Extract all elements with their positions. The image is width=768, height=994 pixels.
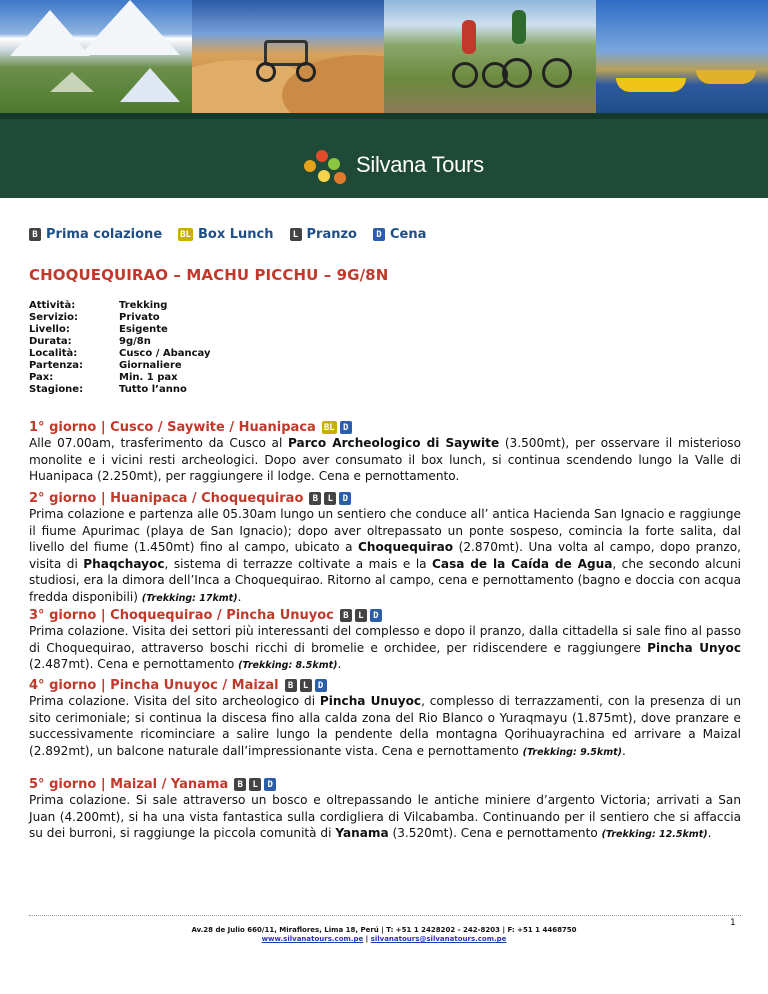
info-label: Stagione: xyxy=(29,384,84,395)
legend-box-lunch-label: Box Lunch xyxy=(197,227,274,242)
day-description xyxy=(29,623,741,675)
footer-address: Av.28 de Julio 660/11, Miraflores, Lima 18, Perú | T: +51 1 2428202 - 242-8203 | F: +51 1 4468750 xyxy=(191,926,577,934)
description-text: . xyxy=(622,743,626,758)
description-text: Prima colazione. Visita del sito archeologico di xyxy=(29,694,320,708)
wheel-icon xyxy=(256,62,276,82)
place-name: Pincha Unyoc xyxy=(647,640,741,655)
info-label: Attività: xyxy=(29,300,76,311)
photo-tent-camp xyxy=(0,0,192,113)
dinner-icon: D xyxy=(340,421,352,434)
legend-breakfast-label: Prima colazione xyxy=(46,227,163,242)
info-value: 9g/8n xyxy=(119,336,151,347)
breakfast-icon: B xyxy=(309,492,321,505)
info-value: Trekking xyxy=(119,300,168,311)
legend-dinner xyxy=(373,227,426,242)
dinner-icon: D xyxy=(370,609,382,622)
boat-icon xyxy=(616,78,686,92)
info-value: Min. 1 pax xyxy=(119,372,178,383)
description-text: (2.870mt). Una volta al campo, dopo pranzo, visita di xyxy=(29,540,742,571)
tent-icon xyxy=(120,68,180,102)
description-text: Alle 07.00am, trasferimento da Cusco al xyxy=(29,436,289,450)
day-section xyxy=(29,777,741,844)
info-row xyxy=(29,360,210,372)
place-name: Parco Archeologico di Saywite xyxy=(288,436,500,450)
legend-box-lunch xyxy=(178,227,273,242)
dinner-icon: D xyxy=(315,679,327,692)
breakfast-icon: B xyxy=(234,778,246,791)
dinner-icon: D xyxy=(373,228,385,241)
description-text: . xyxy=(237,589,242,604)
place-name: Choquequirao xyxy=(358,540,454,555)
breakfast-icon: B xyxy=(340,609,352,622)
box-lunch-icon: BL xyxy=(323,422,335,433)
description-text: , complesso di terrazzamenti, con la presenza di un sito cerimoniale; si continua la discesa fino alla calda zona del Rio Blanco o Yuraqmayu (1.875mt), dove pranzare e successivamente ricominciare a salire lungo la pendente della montagna Qorihuayrachina ed arrivare a Maizal (2.892mt), un balcone naturale dall’impressionante vista. Cena e pernottamento xyxy=(29,694,741,758)
day-heading xyxy=(29,491,741,506)
dinner-icon: D xyxy=(264,778,276,791)
legend-lunch-label: Pranzo xyxy=(306,227,357,242)
info-label: Servizio: xyxy=(29,312,78,323)
dinner-icon: D xyxy=(339,492,351,505)
description-text: (3.500mt), per osservare il misterioso monolite e i vicini resti archeologici. Dopo aver consumato il box lunch, si continua scendendo lungo la Valle di Huanipaca (2.250mt), per raggiungere il lodge. Cena e pernottamento. xyxy=(29,436,742,484)
website-link[interactable]: www.silvanatours.com.pe xyxy=(261,935,364,943)
description-text: . xyxy=(707,826,712,841)
email-link[interactable]: silvanatours@silvanatours.com.pe xyxy=(370,935,507,943)
breakfast-icon: B xyxy=(29,228,41,241)
lunch-icon: L xyxy=(290,228,302,241)
bike-wheel-icon xyxy=(542,58,572,88)
description-text: (3.520mt). Cena e pernottamento xyxy=(388,826,602,841)
footer-divider xyxy=(29,915,741,916)
description-text: . xyxy=(337,657,342,672)
description-text: Prima colazione. Si sale attraverso un bosco e oltrepassando le antiche miniere d’argento Victoria; arrivati a San Juan (4.200mt), si ha una vista fantastica sulla cordigliera di Vilcabamba. Continuando per il sentiero che si affaccia su dei burroni, si raggiunge la piccola comunità di xyxy=(29,793,741,841)
logo-mark-icon xyxy=(300,140,352,190)
day-section xyxy=(29,678,741,761)
day-section xyxy=(29,608,741,675)
info-value: Giornaliere xyxy=(119,360,182,371)
place-name: Yanama xyxy=(335,826,389,841)
place-name: Phaqchayoc xyxy=(83,556,165,571)
description-text: , che secondo alcuni studiosi, era la dimora dell’Inca a Choquequirao. Ritorno al campo, cena e pernottamento (bagno e doccia con acqua fredda disponibili) xyxy=(29,556,741,604)
day-description xyxy=(29,506,741,608)
cyclist-icon xyxy=(512,10,526,44)
legend-dinner-label: Cena xyxy=(389,227,427,242)
info-value: Privato xyxy=(119,312,160,323)
breakfast-icon: B xyxy=(285,679,297,692)
info-label: Pax: xyxy=(29,372,54,383)
day-heading-text: 4° giorno | Pincha Unuyoc / Maizal xyxy=(29,678,279,693)
day-section xyxy=(29,420,741,485)
info-row xyxy=(29,300,210,312)
legend-breakfast xyxy=(29,227,162,242)
description-text: Prima colazione. Visita dei settori più interessanti del complesso e dopo il pranzo, dalla cittadella si sale fino al passo di Choquequirao, attraverso boschi ricchi di bromelie e orchidee, per ridiscendere e raggiungere xyxy=(29,624,741,655)
info-row xyxy=(29,384,210,396)
meals-legend xyxy=(29,227,442,242)
lunch-icon: L xyxy=(324,492,336,505)
cyclist-icon xyxy=(462,20,476,54)
day-heading-text: 1° giorno | Cusco / Saywite / Huanipaca xyxy=(29,420,316,435)
footer-separator: | xyxy=(363,935,371,943)
mountain-peak-icon xyxy=(80,0,180,55)
day-heading xyxy=(29,777,741,792)
mountain-peak-icon xyxy=(10,10,90,56)
trekking-distance: (Trekking: 9.5kmt) xyxy=(522,746,623,758)
info-value: Tutto l’anno xyxy=(119,384,187,395)
day-section xyxy=(29,491,741,608)
legend-lunch xyxy=(290,227,357,242)
day-heading-text: 2° giorno | Huanipaca / Choquequirao xyxy=(29,491,304,506)
boat-icon xyxy=(696,70,756,84)
day-heading xyxy=(29,608,741,623)
company-logo[interactable] xyxy=(300,140,484,190)
tent-icon xyxy=(50,72,94,92)
page-number: 1 xyxy=(730,918,736,928)
trekking-distance: (Trekking: 12.5kmt) xyxy=(601,829,708,841)
place-name: Pincha Unuyoc xyxy=(319,694,422,708)
info-row xyxy=(29,372,210,384)
wheel-icon xyxy=(296,62,316,82)
info-row xyxy=(29,312,210,324)
info-label: Partenza: xyxy=(29,360,83,371)
tour-info-table xyxy=(29,300,210,396)
photo-dune-buggy xyxy=(192,0,384,113)
lunch-icon: L xyxy=(300,679,312,692)
day-description xyxy=(29,693,741,761)
box-lunch-icon: BL xyxy=(180,229,191,240)
info-label: Durata: xyxy=(29,336,72,347)
photo-cyclists xyxy=(384,0,596,113)
day-heading-text: 3° giorno | Choquequirao / Pincha Unuyoc xyxy=(29,608,334,623)
trekking-distance: (Trekking: 17kmt) xyxy=(141,592,238,604)
day-heading xyxy=(29,420,741,435)
day-heading xyxy=(29,678,741,693)
description-text: Prima colazione e partenza alle 05.30am lungo un sentiero che conduce all’ antica Hacienda San Ignacio e raggiunge il fiume Apurimac (playa de San Ignacio); dopo aver oltrepassato un ponte sospeso, comincia la forte salita, dal livello del fiume (1.450mt) fino al campo, ubicato a xyxy=(29,507,741,555)
page-header xyxy=(0,0,768,198)
tour-title: CHOQUEQUIRAO – MACHU PICCHU – 9G/8N xyxy=(29,266,389,284)
place-name: Casa de la Caída de Agua xyxy=(432,556,613,571)
footer-links xyxy=(0,935,768,943)
day-description xyxy=(29,792,741,844)
info-row xyxy=(29,336,210,348)
lunch-icon: L xyxy=(355,609,367,622)
day-heading-text: 5° giorno | Maizal / Yanama xyxy=(29,777,229,792)
info-value: Cusco / Abancay xyxy=(119,348,211,359)
description-text: (2.487mt). Cena e pernottamento xyxy=(29,657,239,672)
info-row xyxy=(29,348,210,360)
description-text: , sistema di terrazze coltivate a mais e la xyxy=(164,556,433,571)
trekking-distance: (Trekking: 8.5kmt) xyxy=(238,660,338,672)
lunch-icon: L xyxy=(249,778,261,791)
bike-wheel-icon xyxy=(452,62,478,88)
logo-text: Silvana Tours xyxy=(356,152,484,177)
info-label: Livello: xyxy=(29,324,70,335)
photo-reed-boats xyxy=(596,0,768,113)
bike-wheel-icon xyxy=(502,58,532,88)
info-row xyxy=(29,324,210,336)
info-label: Località: xyxy=(29,348,78,359)
day-description xyxy=(29,435,741,485)
info-value: Esigente xyxy=(119,324,168,335)
